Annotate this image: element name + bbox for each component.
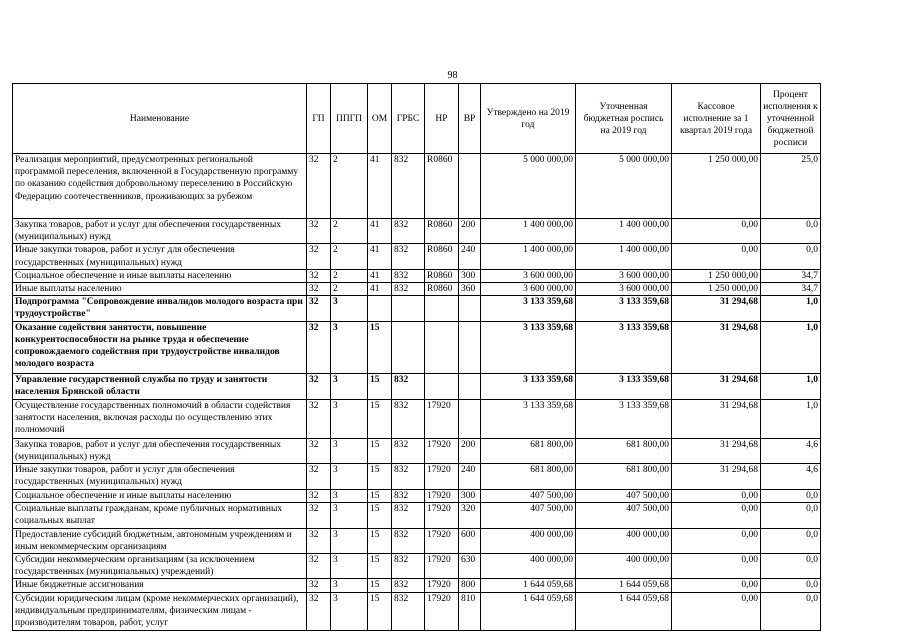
cell-ppgp: 3 xyxy=(331,373,368,399)
cell-np xyxy=(425,373,459,399)
cell-cash: 0,00 xyxy=(672,219,761,244)
cell-gp: 32 xyxy=(307,244,331,269)
cell-approved: 681 800,00 xyxy=(481,438,576,463)
cell-name: Субсидии юридическим лицам (кроме некоммерческих организаций), индивидуальным предпринимателям, физическим лицам - производителям товаров, работ, услуг xyxy=(13,592,307,630)
cell-ppgp: 2 xyxy=(331,219,368,244)
cell-ppgp: 3 xyxy=(331,490,368,503)
cell-percent: 0,0 xyxy=(761,490,821,503)
cell-grbs: 832 xyxy=(392,579,425,592)
cell-name: Социальное обеспечение и иные выплаты населению xyxy=(13,269,307,282)
cell-gp: 32 xyxy=(307,592,331,630)
cell-name: Закупка товаров, работ и услуг для обеспечения государственных (муниципальных) нужд xyxy=(13,219,307,244)
cell-grbs: 832 xyxy=(392,283,425,296)
cell-name: Подпрограмма "Сопровождение инвалидов молодого возраста при трудоустройстве" xyxy=(13,296,307,321)
cell-vr: 240 xyxy=(459,244,481,269)
header-vr: ВР xyxy=(459,84,481,154)
cell-name: Иные бюджетные ассигнования xyxy=(13,579,307,592)
table-row xyxy=(13,464,821,490)
cell-om: 15 xyxy=(368,554,392,579)
cell-grbs: 832 xyxy=(392,373,425,399)
cell-percent: 1,0 xyxy=(761,321,821,373)
cell-vr: 300 xyxy=(459,269,481,282)
cell-om: 15 xyxy=(368,490,392,503)
cell-np xyxy=(425,321,459,373)
table-row xyxy=(13,528,821,553)
cell-om: 15 xyxy=(368,592,392,630)
cell-approved: 407 500,00 xyxy=(481,503,576,528)
cell-percent: 25,0 xyxy=(761,154,821,219)
cell-cash: 0,00 xyxy=(672,490,761,503)
cell-cash: 0,00 xyxy=(672,592,761,630)
cell-refined: 3 133 359,68 xyxy=(576,321,672,373)
cell-grbs: 832 xyxy=(392,528,425,553)
cell-refined: 5 000 000,00 xyxy=(576,154,672,219)
cell-np: 17920 xyxy=(425,503,459,528)
cell-name: Осуществление государственных полномочий в области содействия занятости населения, включая расходы по осуществлению этих полномочий xyxy=(13,399,307,438)
cell-np: 17920 xyxy=(425,438,459,463)
cell-gp: 32 xyxy=(307,554,331,579)
header-grbs: ГРБС xyxy=(392,84,425,154)
table-row xyxy=(13,579,821,592)
cell-cash: 1 250 000,00 xyxy=(672,283,761,296)
table-row xyxy=(13,244,821,269)
cell-vr: 300 xyxy=(459,490,481,503)
cell-cash: 1 250 000,00 xyxy=(672,154,761,219)
cell-om: 15 xyxy=(368,579,392,592)
cell-percent: 1,0 xyxy=(761,399,821,438)
cell-vr xyxy=(459,321,481,373)
cell-grbs: 832 xyxy=(392,219,425,244)
table-row xyxy=(13,399,821,438)
table-row xyxy=(13,219,821,244)
cell-np: R0860 xyxy=(425,283,459,296)
cell-percent: 4,6 xyxy=(761,438,821,463)
cell-vr xyxy=(459,154,481,219)
cell-refined: 1 400 000,00 xyxy=(576,244,672,269)
cell-grbs xyxy=(392,296,425,321)
cell-ppgp: 3 xyxy=(331,399,368,438)
cell-name: Социальное обеспечение и иные выплаты населению xyxy=(13,490,307,503)
table-row xyxy=(13,373,821,399)
cell-om: 15 xyxy=(368,464,392,490)
cell-grbs: 832 xyxy=(392,244,425,269)
cell-grbs xyxy=(392,321,425,373)
cell-grbs: 832 xyxy=(392,554,425,579)
cell-percent: 1,0 xyxy=(761,296,821,321)
cell-approved: 3 600 000,00 xyxy=(481,283,576,296)
cell-ppgp: 3 xyxy=(331,464,368,490)
cell-np: 17920 xyxy=(425,464,459,490)
cell-om: 15 xyxy=(368,373,392,399)
header-gp: ГП xyxy=(307,84,331,154)
cell-approved: 5 000 000,00 xyxy=(481,154,576,219)
cell-ppgp: 3 xyxy=(331,296,368,321)
cell-vr xyxy=(459,399,481,438)
cell-gp: 32 xyxy=(307,490,331,503)
cell-vr: 200 xyxy=(459,438,481,463)
table-row xyxy=(13,283,821,296)
cell-ppgp: 3 xyxy=(331,554,368,579)
cell-grbs: 832 xyxy=(392,438,425,463)
cell-refined: 3 133 359,68 xyxy=(576,296,672,321)
cell-gp: 32 xyxy=(307,503,331,528)
cell-vr: 630 xyxy=(459,554,481,579)
cell-refined: 407 500,00 xyxy=(576,503,672,528)
header-np: НР xyxy=(425,84,459,154)
header-om: ОМ xyxy=(368,84,392,154)
cell-gp: 32 xyxy=(307,296,331,321)
table-row xyxy=(13,321,821,373)
cell-ppgp: 3 xyxy=(331,579,368,592)
table-row xyxy=(13,296,821,321)
cell-grbs: 832 xyxy=(392,399,425,438)
cell-cash: 31 294,68 xyxy=(672,399,761,438)
table-row xyxy=(13,269,821,282)
cell-approved: 3 133 359,68 xyxy=(481,296,576,321)
cell-percent: 0,0 xyxy=(761,554,821,579)
cell-om: 15 xyxy=(368,503,392,528)
cell-gp: 32 xyxy=(307,528,331,553)
cell-np xyxy=(425,296,459,321)
cell-vr: 200 xyxy=(459,219,481,244)
cell-vr xyxy=(459,296,481,321)
cell-approved: 681 800,00 xyxy=(481,464,576,490)
cell-cash: 1 250 000,00 xyxy=(672,269,761,282)
cell-gp: 32 xyxy=(307,219,331,244)
cell-gp: 32 xyxy=(307,283,331,296)
table-row xyxy=(13,554,821,579)
header-percent: Процент исполнения к уточненной бюджетной росписи xyxy=(761,84,821,154)
cell-approved: 407 500,00 xyxy=(481,490,576,503)
cell-np: R0860 xyxy=(425,269,459,282)
cell-grbs: 832 xyxy=(392,490,425,503)
cell-om: 15 xyxy=(368,321,392,373)
table-row xyxy=(13,154,821,219)
cell-grbs: 832 xyxy=(392,464,425,490)
header-refined: Уточненная бюджетная роспись на 2019 год xyxy=(576,84,672,154)
cell-om: 41 xyxy=(368,283,392,296)
cell-np: 17920 xyxy=(425,554,459,579)
cell-cash: 0,00 xyxy=(672,554,761,579)
cell-refined: 3 600 000,00 xyxy=(576,283,672,296)
cell-percent: 34,7 xyxy=(761,269,821,282)
cell-cash: 0,00 xyxy=(672,579,761,592)
cell-name: Предоставление субсидий бюджетным, автономным учреждениям и иным некоммерческим организациям xyxy=(13,528,307,553)
cell-refined: 1 644 059,68 xyxy=(576,579,672,592)
table-header-row xyxy=(13,84,821,154)
cell-percent: 0,0 xyxy=(761,503,821,528)
cell-cash: 31 294,68 xyxy=(672,438,761,463)
cell-refined: 681 800,00 xyxy=(576,438,672,463)
cell-approved: 400 000,00 xyxy=(481,528,576,553)
cell-refined: 3 600 000,00 xyxy=(576,269,672,282)
cell-name: Иные выплаты населению xyxy=(13,283,307,296)
cell-om: 41 xyxy=(368,269,392,282)
cell-np: R0860 xyxy=(425,219,459,244)
cell-vr: 600 xyxy=(459,528,481,553)
cell-percent: 0,0 xyxy=(761,244,821,269)
cell-gp: 32 xyxy=(307,579,331,592)
table-row xyxy=(13,503,821,528)
cell-ppgp: 2 xyxy=(331,154,368,219)
cell-cash: 31 294,68 xyxy=(672,464,761,490)
page-number: 98 xyxy=(447,70,458,81)
header-name: Наименование xyxy=(13,84,307,154)
cell-gp: 32 xyxy=(307,438,331,463)
cell-refined: 400 000,00 xyxy=(576,554,672,579)
cell-om xyxy=(368,296,392,321)
cell-refined: 400 000,00 xyxy=(576,528,672,553)
cell-cash: 0,00 xyxy=(672,503,761,528)
cell-name: Закупка товаров, работ и услуг для обеспечения государственных (муниципальных) нужд xyxy=(13,438,307,463)
cell-ppgp: 3 xyxy=(331,503,368,528)
cell-np: 17920 xyxy=(425,399,459,438)
cell-percent: 0,0 xyxy=(761,579,821,592)
cell-grbs: 832 xyxy=(392,154,425,219)
cell-gp: 32 xyxy=(307,399,331,438)
cell-refined: 1 400 000,00 xyxy=(576,219,672,244)
cell-percent: 4,6 xyxy=(761,464,821,490)
cell-approved: 400 000,00 xyxy=(481,554,576,579)
cell-approved: 3 133 359,68 xyxy=(481,373,576,399)
cell-cash: 0,00 xyxy=(672,528,761,553)
cell-approved: 3 133 359,68 xyxy=(481,321,576,373)
cell-cash: 0,00 xyxy=(672,244,761,269)
cell-name: Субсидии некоммерческим организациям (за исключением государственных (муниципальных) учреждений) xyxy=(13,554,307,579)
cell-gp: 32 xyxy=(307,154,331,219)
cell-approved: 3 600 000,00 xyxy=(481,269,576,282)
cell-name: Управление государственной службы по труду и занятости населения Брянской области xyxy=(13,373,307,399)
table-row xyxy=(13,592,821,630)
cell-vr: 320 xyxy=(459,503,481,528)
cell-name: Иные закупки товаров, работ и услуг для обеспечения государственных (муниципальных) нужд xyxy=(13,464,307,490)
cell-gp: 32 xyxy=(307,373,331,399)
cell-refined: 407 500,00 xyxy=(576,490,672,503)
cell-np: 17920 xyxy=(425,579,459,592)
cell-om: 41 xyxy=(368,219,392,244)
cell-cash: 31 294,68 xyxy=(672,373,761,399)
header-cash: Кассовое исполнение за 1 квартал 2019 года xyxy=(672,84,761,154)
cell-om: 41 xyxy=(368,154,392,219)
cell-ppgp: 2 xyxy=(331,244,368,269)
cell-vr: 800 xyxy=(459,579,481,592)
cell-refined: 681 800,00 xyxy=(576,464,672,490)
cell-vr xyxy=(459,373,481,399)
cell-name: Социальные выплаты гражданам, кроме публичных нормативных социальных выплат xyxy=(13,503,307,528)
cell-refined: 1 644 059,68 xyxy=(576,592,672,630)
cell-vr: 810 xyxy=(459,592,481,630)
cell-np: 17920 xyxy=(425,528,459,553)
cell-percent: 1,0 xyxy=(761,373,821,399)
cell-ppgp: 3 xyxy=(331,321,368,373)
table-row xyxy=(13,438,821,463)
header-approved: Утверждено на 2019 год xyxy=(481,84,576,154)
cell-grbs: 832 xyxy=(392,503,425,528)
cell-approved: 3 133 359,68 xyxy=(481,399,576,438)
cell-ppgp: 2 xyxy=(331,269,368,282)
cell-approved: 1 400 000,00 xyxy=(481,244,576,269)
cell-vr: 240 xyxy=(459,464,481,490)
cell-om: 15 xyxy=(368,528,392,553)
cell-approved: 1 400 000,00 xyxy=(481,219,576,244)
cell-cash: 31 294,68 xyxy=(672,296,761,321)
table-row xyxy=(13,490,821,503)
cell-np: R0860 xyxy=(425,154,459,219)
cell-name: Оказание содействия занятости, повышение конкурентоспособности на рынке труда и обеспечение сопровождаемого содействия при трудоустройстве инвалидов молодого возраста xyxy=(13,321,307,373)
cell-cash: 31 294,68 xyxy=(672,321,761,373)
cell-np: 17920 xyxy=(425,490,459,503)
cell-ppgp: 3 xyxy=(331,592,368,630)
cell-grbs: 832 xyxy=(392,592,425,630)
cell-percent: 0,0 xyxy=(761,528,821,553)
cell-name: Иные закупки товаров, работ и услуг для обеспечения государственных (муниципальных) нужд xyxy=(13,244,307,269)
budget-table xyxy=(12,83,821,631)
cell-ppgp: 2 xyxy=(331,283,368,296)
cell-gp: 32 xyxy=(307,321,331,373)
cell-om: 15 xyxy=(368,399,392,438)
cell-grbs: 832 xyxy=(392,269,425,282)
header-ppgp: ППГП xyxy=(331,84,368,154)
cell-approved: 1 644 059,68 xyxy=(481,579,576,592)
cell-percent: 0,0 xyxy=(761,219,821,244)
cell-approved: 1 644 059,68 xyxy=(481,592,576,630)
cell-percent: 34,7 xyxy=(761,283,821,296)
cell-name: Реализация мероприятий, предусмотренных региональной программой переселения, включенной в Государственную программу по оказанию содействия добровольному переселению в Российскую Федерацию соотечественников, проживающих за рубежом xyxy=(13,154,307,219)
cell-refined: 3 133 359,68 xyxy=(576,373,672,399)
cell-np: R0860 xyxy=(425,244,459,269)
cell-ppgp: 3 xyxy=(331,438,368,463)
cell-percent: 0,0 xyxy=(761,592,821,630)
cell-ppgp: 3 xyxy=(331,528,368,553)
cell-om: 15 xyxy=(368,438,392,463)
cell-om: 41 xyxy=(368,244,392,269)
cell-refined: 3 133 359,68 xyxy=(576,399,672,438)
cell-np: 17920 xyxy=(425,592,459,630)
cell-gp: 32 xyxy=(307,464,331,490)
cell-vr: 360 xyxy=(459,283,481,296)
cell-gp: 32 xyxy=(307,269,331,282)
